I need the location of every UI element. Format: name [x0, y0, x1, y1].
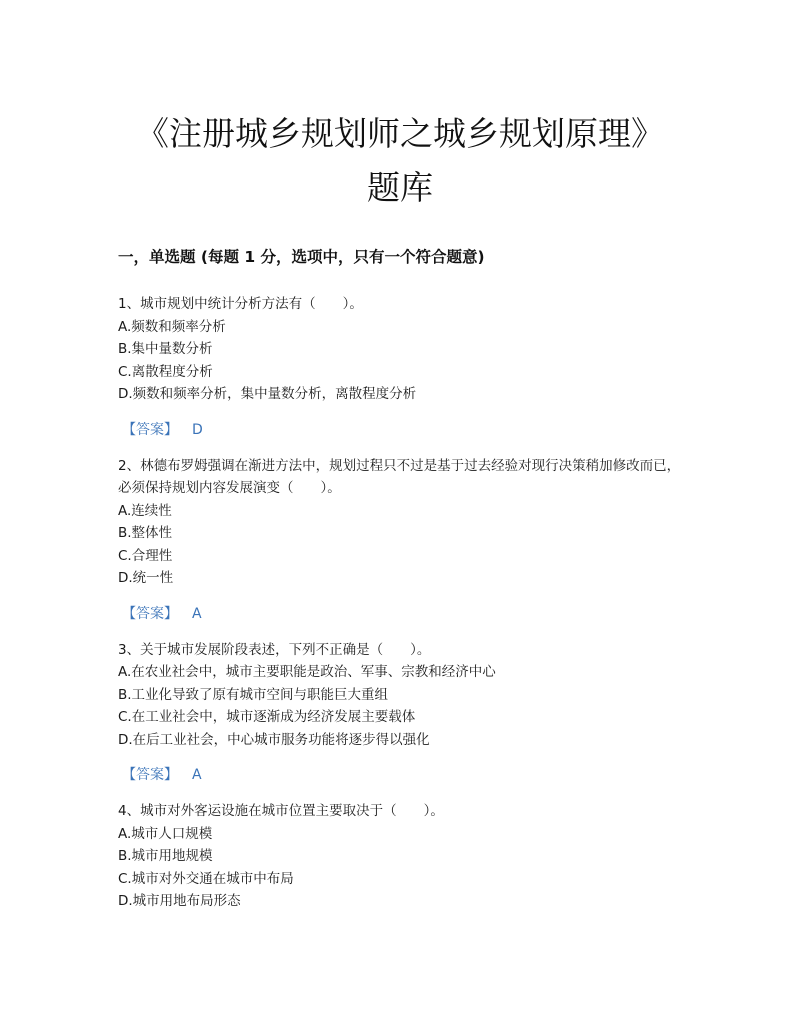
option-d: D.统一性	[118, 570, 174, 586]
option-c: C.在工业社会中，城市逐渐成为经济发展主要载体	[118, 709, 416, 725]
question-stem: 2、林德布罗姆强调在渐进方法中，规划过程只不过是基于过去经验对现行决策稍加修改而已，必须保持规划内容发展演变（ ）。	[118, 457, 681, 496]
section-heading: 一，单选题 (每题 1 分，选项中，只有一个符合题意)	[118, 248, 485, 266]
option-d: D.在后工业社会，中心城市服务功能将逐步得以强化	[118, 731, 430, 748]
answer-value: D	[192, 421, 203, 438]
option-a: A.连续性	[118, 502, 172, 519]
question-1	[118, 293, 688, 441]
option-b: B.整体性	[118, 525, 173, 541]
answer-line	[122, 419, 688, 441]
option-c: C.城市对外交通在城市中布局	[118, 870, 294, 887]
option-a: A.频数和频率分析	[118, 318, 226, 335]
option-b: B.集中量数分析	[118, 341, 213, 357]
option-d: D.城市用地布局形态	[118, 893, 241, 909]
option-a: A.在农业社会中，城市主要职能是政治、军事、宗教和经济中心	[118, 664, 496, 680]
option-b: B.工业化导致了原有城市空间与职能巨大重组	[118, 686, 389, 703]
question-list	[118, 293, 688, 913]
answer-line	[122, 764, 688, 786]
answer-label: 【答案】	[122, 421, 178, 438]
question-3	[118, 639, 688, 787]
answer-label: 【答案】	[122, 767, 178, 783]
answer-value: A	[192, 605, 202, 622]
option-c: C.离散程度分析	[118, 363, 213, 380]
option-a: A.城市人口规模	[118, 825, 213, 842]
answer-line	[122, 603, 688, 625]
option-c: C.合理性	[118, 547, 173, 564]
answer-label: 【答案】	[122, 605, 178, 622]
question-4	[118, 800, 688, 913]
question-stem: 4、城市对外客运设施在城市位置主要取决于（ ）。	[118, 803, 444, 819]
question-stem: 1、城市规划中统计分析方法有（ ）。	[118, 296, 363, 312]
document-title-line2: 题库	[367, 168, 433, 207]
option-d: D.频数和频率分析，集中量数分析，离散程度分析	[118, 386, 417, 402]
question-stem: 3、关于城市发展阶段表述，下列不正确是（ ）。	[118, 641, 431, 658]
question-2	[118, 455, 688, 625]
option-b: B.城市用地规模	[118, 848, 213, 864]
answer-value: A	[192, 767, 202, 783]
document-title-line1: 《注册城乡规划师之城乡规划原理》	[136, 114, 664, 153]
